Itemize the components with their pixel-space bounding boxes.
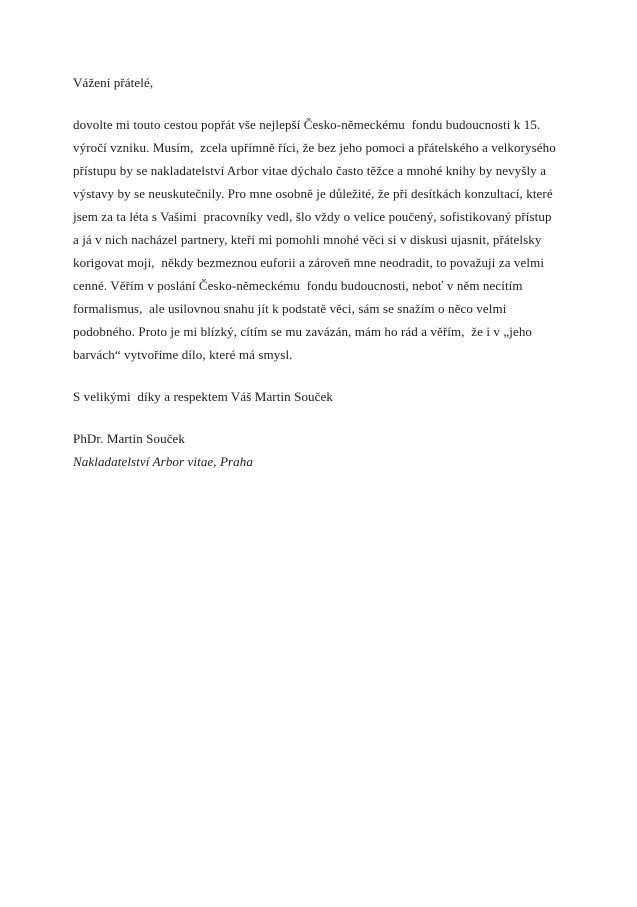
blank-line (73, 94, 593, 113)
signature-affiliation: Nakladatelství Arbor vitae, Praha (73, 454, 253, 469)
blank-line (73, 408, 593, 427)
signature-name: PhDr. Martin Souček (73, 431, 186, 446)
body-line: výročí vzniku. Musím, zcela upřímně říci, že bez jeho pomoci a přátelského a velkorysého (73, 140, 556, 155)
salutation: Vážení přátelé, (73, 75, 154, 90)
body-line: a já v nich nacházel partnery, kteří mi pomohli mnohé věci si v diskusi ujasnit, přátelsky (73, 232, 542, 247)
body-line: korigovat moji, někdy bezmeznou euforii a zároveň mne neodradit, to považuji za velmi (73, 255, 545, 270)
body-paragraph (73, 113, 593, 366)
signoff: S velikými díky a respektem Váš Martin Souček (73, 389, 333, 404)
body-line: výstavy by se neuskutečnily. Pro mne osobně je důležité, že při desítkách konzultací, které (73, 186, 553, 201)
body-line: jsem za ta léta s Vašimi pracovníky vedl, šlo vždy o velice poučený, sofistikovaný přístup (73, 209, 552, 224)
body-line: podobného. Proto je mi blízký, cítím se mu zavázán, mám ho rád a věřím, že i v „jeho (73, 324, 533, 339)
body-line: formalismus, ale usilovnou snahu jít k podstatě věci, sám se snažím o něco velmi (73, 301, 507, 316)
body-line: cenné. Věřím v poslání Česko-německému fondu budoucnosti, neboť v něm necítím (73, 278, 523, 293)
blank-line (73, 366, 593, 385)
body-line: dovolte mi touto cestou popřát vše nejlepší Česko-německému fondu budoucnosti k 15. (73, 117, 541, 132)
letter-content (73, 71, 593, 473)
body-line: přístupu by se nakladatelství Arbor vitae dýchalo často těžce a mnohé knihy by nevyšly a (73, 163, 547, 178)
body-line: barvách“ vytvoříme dílo, které má smysl. (73, 347, 293, 362)
